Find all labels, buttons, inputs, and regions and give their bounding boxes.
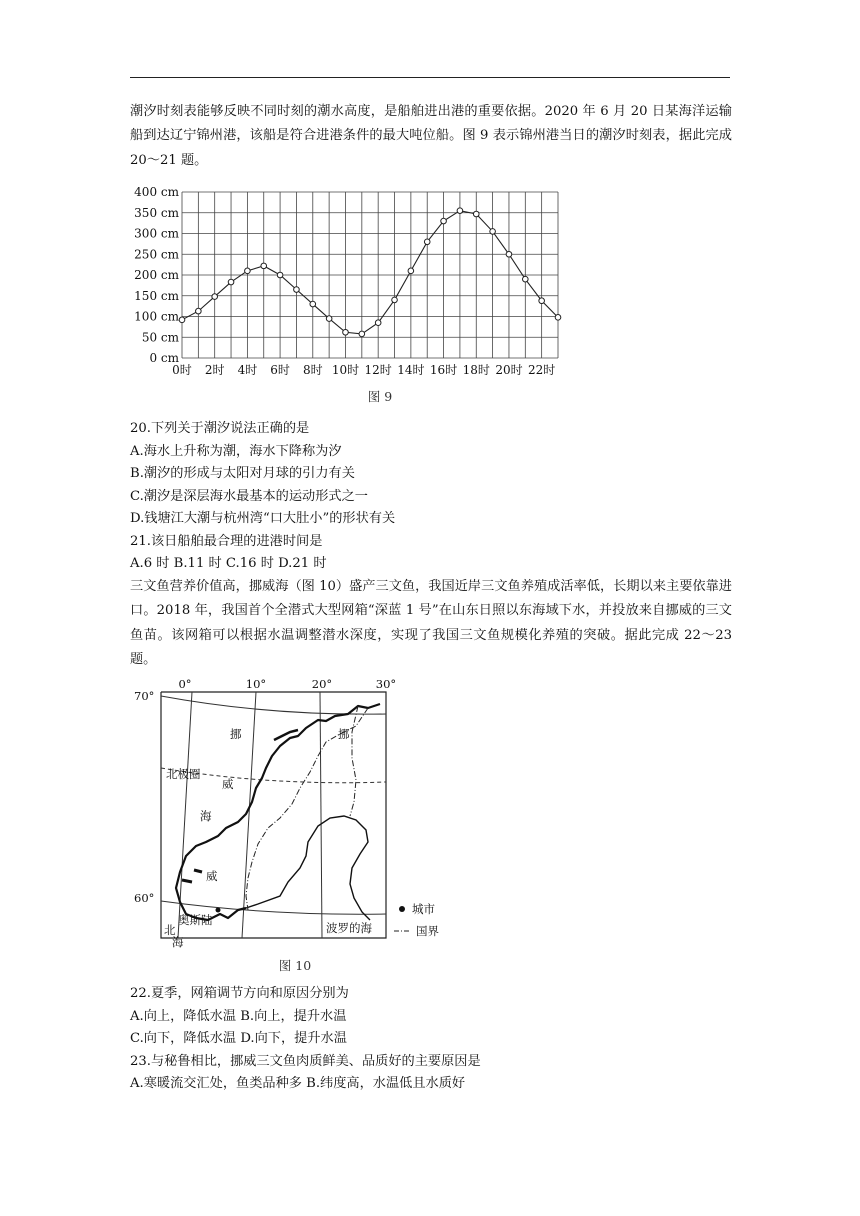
tide-point: [359, 331, 365, 337]
norway-label-top: 挪: [338, 727, 350, 741]
norway-map: [130, 676, 460, 976]
national-border: [246, 708, 368, 910]
norwegian-sea-label-3: 海: [200, 809, 212, 823]
lon-label-20: 20°: [311, 677, 333, 691]
lat-label-60: 60°: [134, 891, 155, 905]
x-tick-label: 10时: [331, 363, 360, 377]
lat-label-70: 70°: [134, 689, 155, 703]
q21-options: A.6 时 B.11 时 C.16 时 D.21 时: [130, 556, 327, 571]
x-tick-label: 18时: [462, 363, 490, 377]
y-tick-label: 100 cm: [134, 309, 179, 324]
header-rule: [130, 77, 730, 78]
q20-option-d: D.钱塘江大潮与杭州湾“口大肚小”的形状有关: [130, 511, 396, 526]
x-tick-label: 22时: [528, 363, 556, 377]
norwegian-sea-label-1: 挪: [230, 727, 242, 741]
x-tick-label: 16时: [429, 363, 458, 377]
tide-point: [196, 308, 202, 314]
tide-point: [539, 298, 545, 304]
tide-chart-y-axis: [134, 185, 179, 365]
lon-label-0: 0°: [178, 677, 192, 691]
tide-point: [506, 251, 512, 257]
lon-label-10: 10°: [245, 677, 267, 691]
question-block-22-23: [130, 983, 732, 1096]
tide-point: [375, 320, 381, 326]
intro-paragraph-salmon: 三文鱼营养价值高，挪威海（图 10）盛产三文鱼，我国近岸三文鱼养殖成活率低，长期以来主要依靠进口。2018 年，我国首个全潜式大型网箱“深蓝 1 号”在山东日照以东海域下水，并投放来自挪威的三文鱼苗。该网箱可以根据水温调整潜水深度，实现了我国三文鱼规模化养殖的突破。据此完成 22～23 题。: [130, 579, 732, 667]
tide-point: [277, 272, 283, 278]
q20-option-b: B.潮汐的形成与太阳对月球的引力有关: [130, 466, 355, 481]
y-tick-label: 250 cm: [134, 247, 179, 262]
coastal-island: [194, 870, 202, 872]
tide-point: [457, 208, 463, 214]
x-tick-label: 2时: [204, 363, 225, 377]
tide-point: [326, 316, 332, 322]
tide-point: [179, 317, 185, 323]
tide-point: [245, 268, 251, 274]
y-tick-label: 200 cm: [134, 268, 179, 282]
tide-point: [212, 294, 218, 300]
arctic-circle-label: 北极圈: [166, 767, 201, 781]
y-tick-label: 50 cm: [141, 330, 179, 345]
tide-point: [261, 263, 267, 269]
legend-city-label: 城市: [412, 902, 435, 916]
tide-point: [392, 297, 398, 303]
q23-stem: 23.与秘鲁相比，挪威三文鱼肉质鲜美、品质好的主要原因是: [130, 1053, 481, 1069]
q21-stem: 21.该日船舶最合理的进港时间是: [130, 533, 323, 549]
figure10-caption: 图 10: [278, 958, 312, 973]
legend-city-dot: [399, 906, 405, 912]
legend-border-label: 国界: [416, 924, 439, 938]
tide-point: [523, 276, 529, 282]
q20-option-a: A.海水上升称为潮，海水下降称为汐: [130, 443, 342, 459]
bothnia-coast: [246, 816, 370, 920]
intro-paragraph-tide: 潮汐时刻表能够反映不同时刻的潮水高度，是船舶进出港的重要依据。2020 年 6 月 20 日某海洋运输船到达辽宁锦州港，该船是符合进港条件的最大吨位船。图 9 表示锦州港当日的潮汐时刻表，据此完成 20～21 题。: [130, 104, 732, 168]
tide-series-line: [182, 211, 558, 334]
x-tick-label: 20时: [495, 363, 523, 377]
lofoten-islands: [274, 730, 298, 740]
q22-options-ab: A.向上，降低水温 B.向上，提升水温: [130, 1008, 347, 1024]
tide-point: [228, 279, 234, 285]
figure9-caption: 图 9: [367, 389, 393, 404]
q20-stem: 20.下列关于潮汐说法正确的是: [130, 421, 310, 436]
tide-point: [408, 268, 414, 274]
q20-option-c: C.潮汐是深层海水最基本的运动形式之一: [130, 488, 368, 504]
tide-point: [294, 287, 300, 293]
tide-point: [343, 329, 349, 335]
y-tick-label: 0 cm: [149, 351, 179, 365]
tide-points: [179, 208, 561, 337]
tide-curve: [182, 211, 558, 334]
north-sea-label-2: 海: [172, 935, 184, 949]
tide-point: [310, 301, 316, 307]
meridian-20: [320, 692, 322, 938]
x-tick-label: 0时: [172, 363, 192, 377]
tide-point: [473, 211, 479, 217]
north-sea-label-1: 北: [164, 923, 176, 937]
q22-options-cd: C.向下，降低水温 D.向下，提升水温: [130, 1031, 347, 1046]
tide-point: [490, 229, 496, 235]
x-tick-label: 6时: [270, 363, 290, 377]
tide-chart: [128, 180, 568, 410]
baltic-sea-label: 波罗的海: [326, 921, 372, 935]
q22-stem: 22.夏季，网箱调节方向和原因分别为: [130, 986, 349, 1001]
q23-options-ab: A.寒暖流交汇处，鱼类品种多 B.纬度高，水温低且水质好: [130, 1076, 466, 1091]
national-border-2: [350, 706, 358, 816]
x-tick-label: 12时: [364, 363, 392, 377]
y-tick-label: 400 cm: [134, 185, 179, 199]
coastal-island: [182, 880, 192, 882]
question-block-20-21: [130, 418, 732, 576]
oslo-label: 奥斯陆: [178, 913, 213, 927]
tide-point: [424, 239, 430, 245]
lon-label-30: 30°: [375, 677, 397, 691]
tide-point: [441, 218, 447, 224]
norwegian-sea-label-2: 威: [222, 777, 234, 791]
x-tick-label: 14时: [397, 363, 425, 377]
y-tick-label: 350 cm: [134, 205, 179, 220]
oslo-city-dot: [216, 908, 221, 913]
tide-chart-grid: [182, 192, 558, 358]
x-tick-label: 4时: [237, 363, 258, 377]
y-tick-label: 150 cm: [134, 288, 179, 303]
norway-label-2: 威: [206, 869, 218, 883]
tide-point: [555, 315, 561, 321]
y-tick-label: 300 cm: [134, 226, 179, 241]
tide-chart-x-axis: [172, 362, 555, 377]
x-tick-label: 8时: [302, 363, 323, 377]
